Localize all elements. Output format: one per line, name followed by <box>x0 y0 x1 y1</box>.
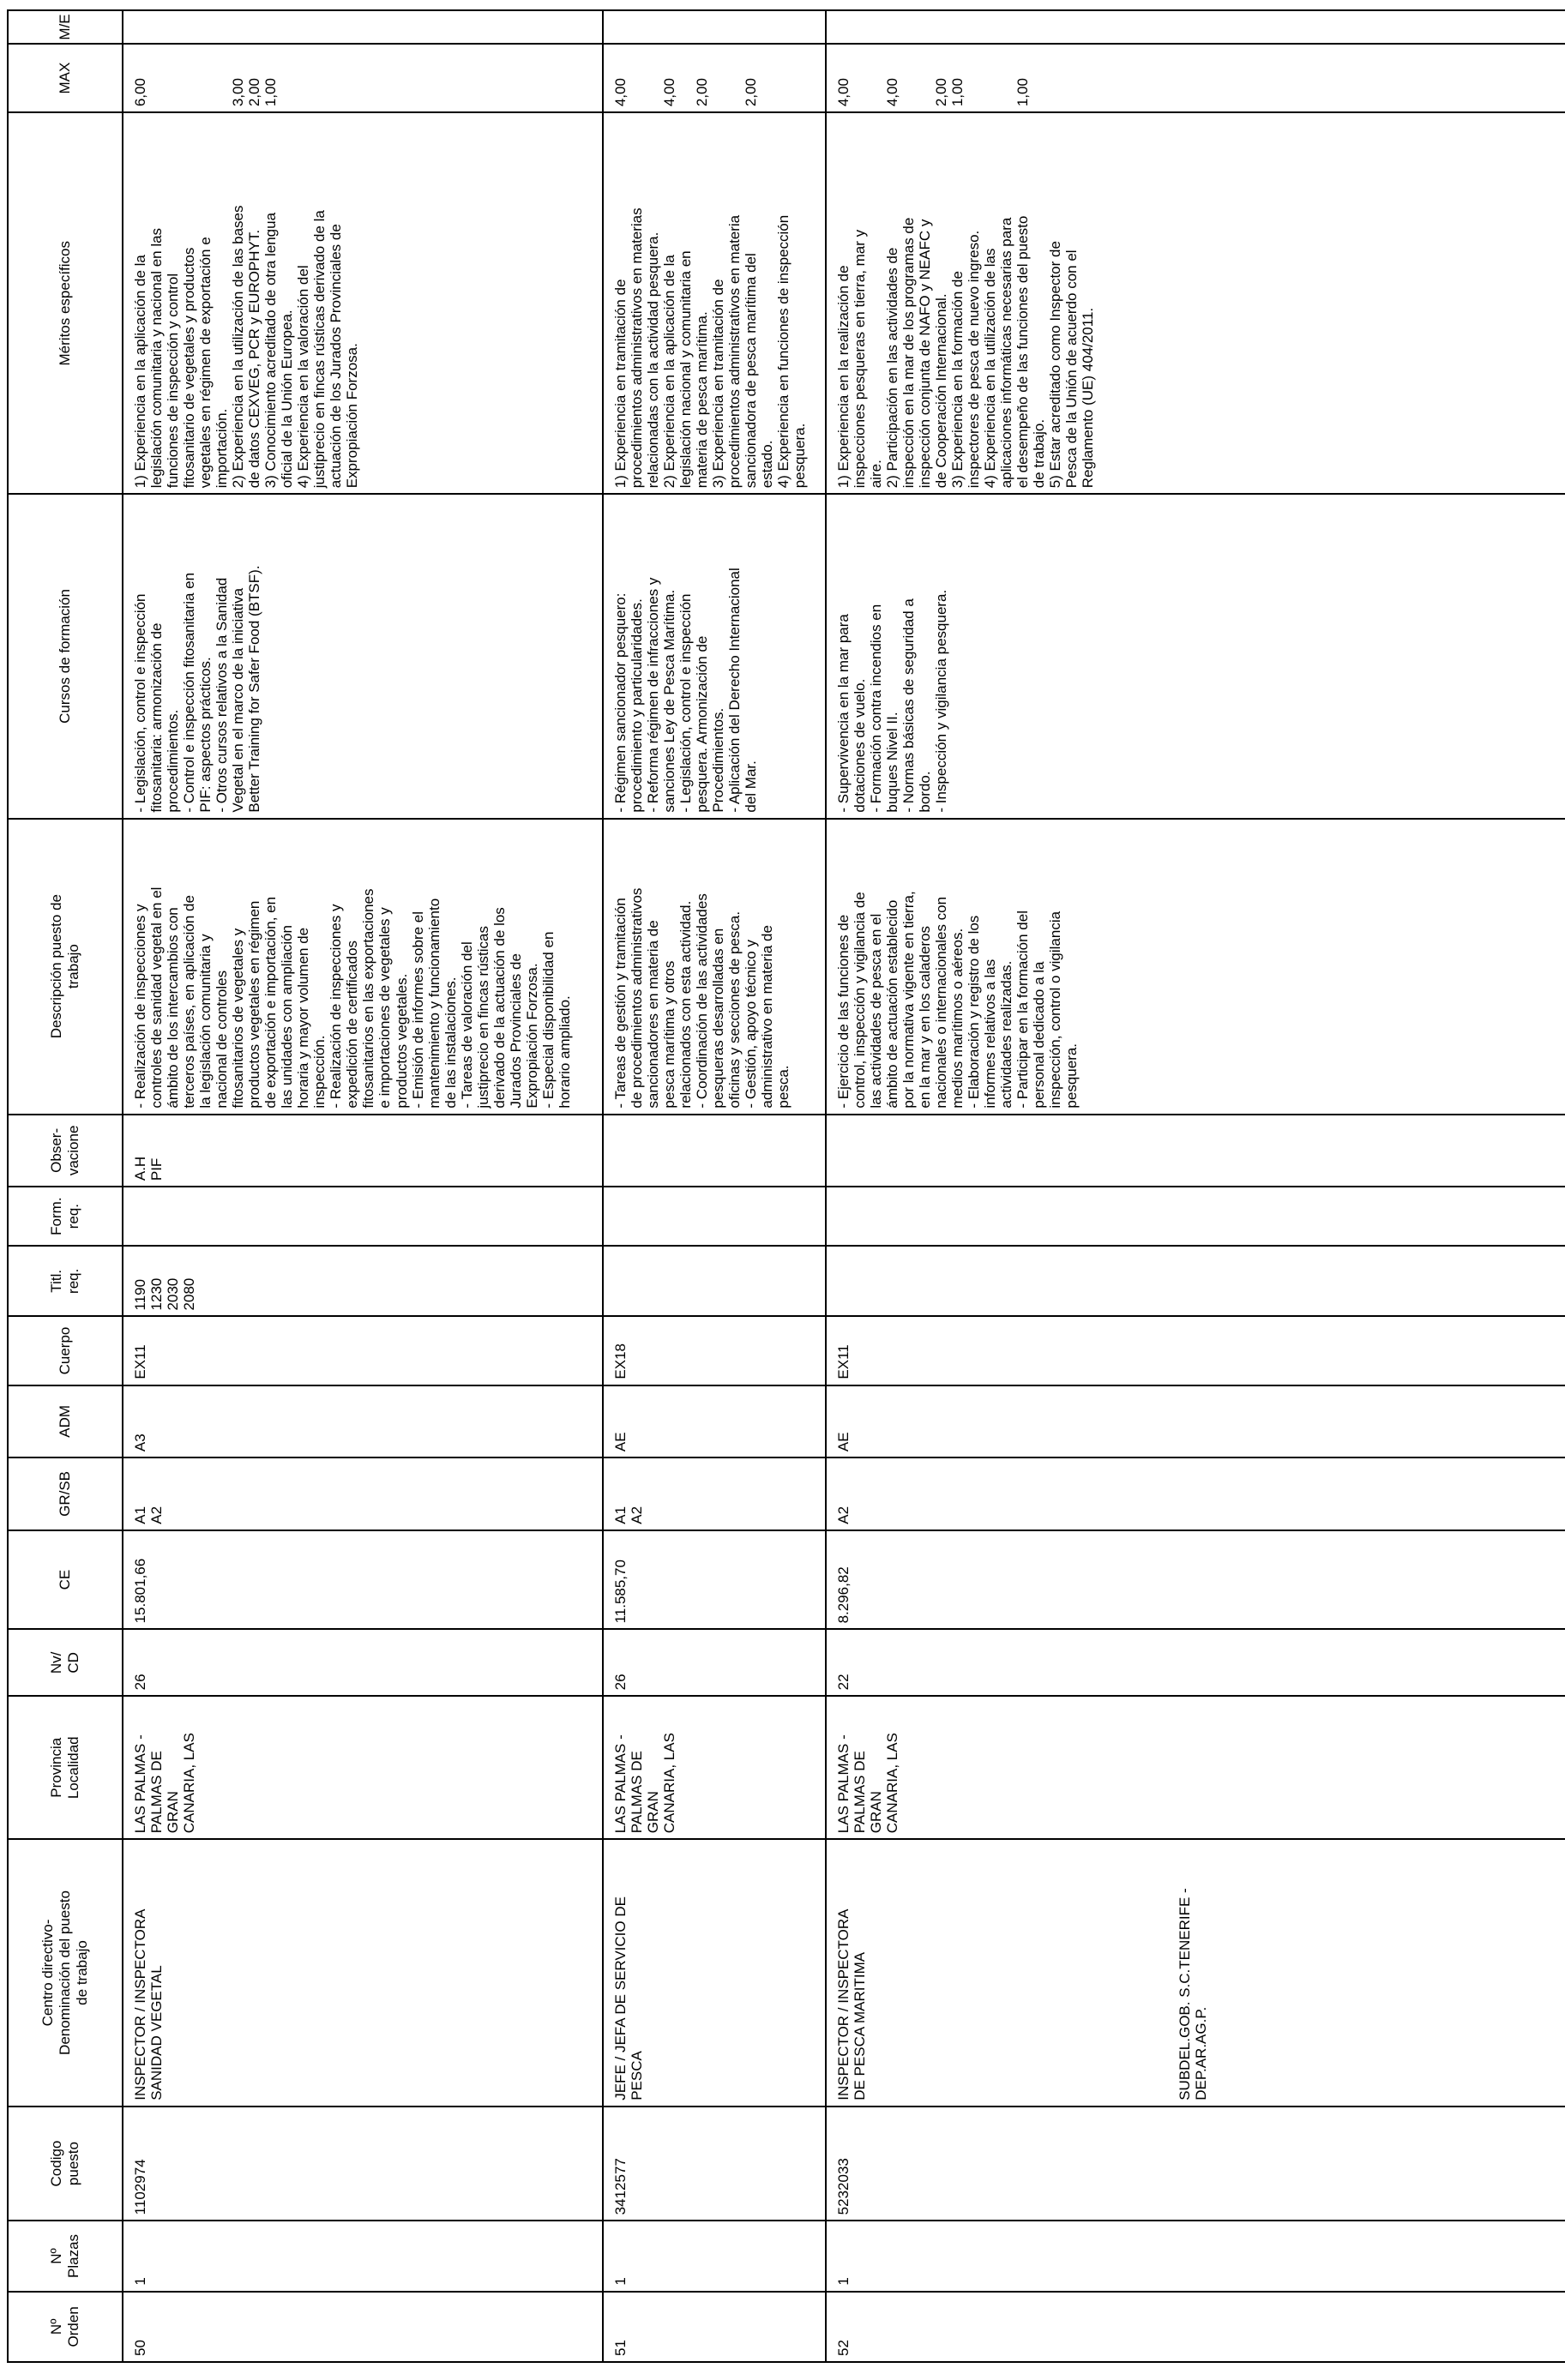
cell-provincia <box>826 1696 1565 1839</box>
descripcion-line: inspección, control o vigilancia <box>1047 911 1064 1109</box>
max-score: 4,00 <box>612 78 629 107</box>
cell-observaciones <box>603 1115 826 1187</box>
meritos-line: inspectores de pesca de nuevo ingreso. <box>966 230 983 489</box>
cuerpo-line: EX18 <box>612 1343 629 1379</box>
grupo-line: A2 <box>835 1506 852 1524</box>
meritos-line: legislación comunitaria y nacional en las <box>148 227 166 489</box>
provincia-line: PALMAS DE <box>148 1751 166 1834</box>
meritos-line: de trabajo. <box>1031 418 1048 489</box>
descripcion-line: ámbito de los intercambios con <box>165 907 182 1109</box>
centro-line: DE PESCA MARITIMA <box>852 1951 869 2101</box>
ce-line: 8.296,82 <box>835 1566 852 1624</box>
provincia-line: CANARIA, LAS <box>661 1733 678 1834</box>
provincia-line: PALMAS DE <box>629 1751 646 1834</box>
descripcion-line: nacional de controles <box>214 970 231 1109</box>
provincia-line: GRAN <box>868 1791 885 1834</box>
table-body <box>123 10 1565 2362</box>
grupo-line: A2 <box>148 1506 166 1524</box>
descripcion-line: relacionados con esta actividad. <box>677 900 695 1109</box>
table-row <box>826 10 1565 2362</box>
orden-line: 50 <box>132 2340 148 2356</box>
descripcion-line: horaria y mayor volumen de <box>295 927 312 1109</box>
cell-plazas <box>826 2221 1565 2291</box>
nivel-line: 22 <box>835 1674 852 1691</box>
cell-descripcion <box>603 819 826 1115</box>
meritos-line: 3) Experiencia en tramitación de <box>710 279 727 489</box>
cursos-line: PIF: aspectos prácticos. <box>197 657 214 813</box>
observaciones-line: PIF <box>148 1157 166 1181</box>
descripcion-line: justiprecio en fincas rústicas <box>474 925 491 1109</box>
cell-cursos <box>603 494 826 818</box>
cursos-line: - Reforma régimen de infracciones y <box>645 577 662 813</box>
cursos-line: Vegetal en el marco de la iniciativa <box>230 587 247 813</box>
meritos-line: de Cooperación Internacional. <box>933 293 950 489</box>
meritos-line: 4) Experiencia en funciones de inspección <box>775 214 792 489</box>
max-score <box>852 50 868 106</box>
cell-adm <box>123 1385 603 1458</box>
descripcion-line: medios marítimos o aéreos. <box>949 928 966 1109</box>
descripcion-line: - Realización de inspecciones y <box>132 904 148 1109</box>
centro-line: INSPECTOR / INSPECTORA <box>835 1908 852 2101</box>
cell-codigo <box>123 2107 603 2221</box>
cell-formacion <box>123 1187 603 1246</box>
descripcion-line: - Emisión de informes sobre el <box>409 911 426 1109</box>
cell-me <box>603 10 826 44</box>
max-score: 4,00 <box>835 78 852 107</box>
header-orden: Nº Orden <box>8 2292 123 2362</box>
cursos-line: Better Training for Safer Food (BTSF). <box>246 565 263 813</box>
meritos-line: 2) Experiencia en la aplicación de la <box>661 255 678 489</box>
meritos-line: actuación de los Jurados Provinciales de <box>328 224 345 489</box>
codigo-line: 5232033 <box>835 2158 852 2215</box>
meritos-line: 2) Experiencia en la utilización de las bases <box>230 205 247 489</box>
cuerpo-line: EX11 <box>132 1344 148 1379</box>
cursos-line: - Inspección y vigilancia pesquera. <box>933 589 950 813</box>
cell-provincia <box>603 1696 826 1839</box>
meritos-line: 4) Experiencia en la valoración del <box>295 265 312 489</box>
cell-cuerpo <box>123 1316 603 1385</box>
header-meritos: Méritos específicos <box>8 112 123 494</box>
descripcion-line: de procedimientos administrativos <box>629 887 646 1109</box>
meritos-line: importación. <box>214 408 231 489</box>
cell-titulacion <box>603 1246 826 1316</box>
table-row <box>603 10 826 2362</box>
adm-line: AE <box>612 1432 629 1452</box>
cell-cursos <box>826 494 1565 818</box>
cell-plazas <box>603 2221 826 2291</box>
provincia-line: CANARIA, LAS <box>884 1733 901 1834</box>
cell-observaciones <box>123 1115 603 1187</box>
descripcion-line: - Tareas de gestión y tramitación <box>612 898 629 1109</box>
cursos-line: Procedimientos. <box>710 707 727 813</box>
cursos-line: sanciones Ley de Pesca Marítima. <box>661 589 678 813</box>
table-header <box>8 10 123 2362</box>
cell-centro <box>603 1839 826 2107</box>
meritos-line: 2) Participación en las actividades de <box>884 247 901 489</box>
cell-centro <box>826 1839 1565 2107</box>
max-score: 6,00 <box>132 78 148 107</box>
cell-me <box>123 10 603 44</box>
descripcion-line: fitosanitarios en las exportaciones <box>360 888 377 1109</box>
descripcion-line: control, inspección y vigilancia de <box>852 892 869 1109</box>
placement-line: DEP.AR.AG.P. <box>1193 2006 1210 2101</box>
cursos-line: - Aplicación del Derecho Internacional <box>726 568 743 813</box>
max-score <box>900 50 917 106</box>
cell-orden <box>123 2292 603 2362</box>
cursos-line: - Normas básicas de seguridad a <box>900 598 918 813</box>
descripcion-line: las actividades de pesca en el <box>868 913 885 1109</box>
meritos-line: inspección conjunta de NAFO y NEAFC y <box>917 219 934 489</box>
descripcion-line: inspección. <box>311 1035 328 1109</box>
meritos-line: 4) Experiencia en la utilización de las <box>982 248 999 489</box>
descripcion-line: por la normativa vigente en tierra, <box>900 891 918 1109</box>
centro-line: PESCA <box>629 2051 646 2101</box>
descripcion-line: nacionales o internacionales con <box>933 896 950 1109</box>
cursos-line: - Legislación, control e inspección <box>132 593 148 813</box>
cell-ce <box>603 1530 826 1630</box>
plazas-line: 1 <box>835 2277 852 2286</box>
centro-line: INSPECTOR / INSPECTORA <box>132 1908 148 2101</box>
descripcion-line: pesca. <box>775 1065 792 1109</box>
meritos-line: aire. <box>868 460 885 489</box>
descripcion-line: de exportación e importación, en <box>262 896 280 1109</box>
header-titulacion: Titl. req. <box>8 1246 123 1316</box>
grupo-line: A2 <box>629 1506 646 1524</box>
cursos-line: fitosanitaria: armonización de <box>148 622 166 813</box>
cell-observaciones <box>826 1115 1565 1187</box>
max-score <box>998 50 1014 106</box>
cursos-line: - Supervivencia en la mar para <box>835 614 852 813</box>
job-positions-table <box>7 9 1565 2363</box>
max-score <box>197 50 214 106</box>
descripcion-line: pesquera. <box>1063 1043 1080 1109</box>
cell-nivel <box>826 1629 1565 1696</box>
meritos-line: justiprecio en fincas rústicas derivado de la <box>311 210 328 489</box>
descripcion-line: productos vegetales en régimen <box>246 900 263 1109</box>
provincia-line: GRAN <box>165 1791 182 1834</box>
descripcion-line: sancionadores en materia de <box>645 920 662 1109</box>
header-cursos: Cursos de formación <box>8 494 123 818</box>
max-score: 1,00 <box>262 78 280 107</box>
header-adm: ADM <box>8 1385 123 1458</box>
cursos-line: - Otros cursos relativos a la Sanidad <box>214 577 231 813</box>
cell-provincia <box>123 1696 603 1839</box>
cursos-line: - Régimen sancionador pesquero: <box>612 592 629 813</box>
provincia-line: LAS PALMAS - <box>132 1734 148 1834</box>
header-plazas: Nº Plazas <box>8 2221 123 2291</box>
max-score <box>181 50 197 106</box>
descripcion-line: horario ampliado. <box>556 995 573 1109</box>
cell-titulacion <box>826 1246 1565 1316</box>
orden-line: 52 <box>835 2340 852 2356</box>
cell-codigo <box>603 2107 826 2221</box>
descripcion-line: de las instalaciones. <box>442 977 459 1109</box>
meritos-line: estado. <box>759 440 776 489</box>
descripcion-line: Jurados Provinciales de <box>507 953 524 1109</box>
cell-me <box>826 10 1565 44</box>
cuerpo-line: EX11 <box>835 1344 852 1379</box>
header-max: MAX <box>8 44 123 112</box>
max-score <box>917 50 933 106</box>
cursos-line: - Control e inspección fitosanitaria en <box>181 572 198 813</box>
nivel-line: 26 <box>612 1674 629 1691</box>
meritos-line: procedimientos administrativos en materias <box>629 207 646 489</box>
provincia-line: LAS PALMAS - <box>612 1734 629 1834</box>
cell-centro <box>123 1839 603 2107</box>
header-ce: CE <box>8 1530 123 1630</box>
header-descripcion: Descripción puesto de trabajo <box>8 819 123 1115</box>
cell-cuerpo <box>603 1316 826 1385</box>
grupo-line: A1 <box>132 1506 148 1524</box>
descripcion-line: expedición de certificados <box>344 940 361 1109</box>
cursos-line: dotaciones de vuelo. <box>852 678 869 813</box>
descripcion-line: e importaciones de vegetales y <box>376 907 394 1109</box>
cell-nivel <box>123 1629 603 1696</box>
header-formacion: Form. req. <box>8 1187 123 1246</box>
orden-line: 51 <box>612 2340 629 2356</box>
descripcion-line: fitosanitarios de vegetales y <box>230 928 247 1109</box>
meritos-line: relacionadas con la actividad pesquera. <box>645 231 662 489</box>
plazas-line: 1 <box>132 2277 148 2286</box>
placement-note <box>1177 1845 1209 2101</box>
cell-meritos <box>826 112 1565 494</box>
descripcion-line: personal dedicado a la <box>1031 961 1048 1109</box>
cell-cursos <box>123 494 603 818</box>
header-grupo: GR/SB <box>8 1457 123 1530</box>
cell-codigo <box>826 2107 1565 2221</box>
max-score: 2,00 <box>246 78 263 107</box>
descripcion-line: actividades realizadas. <box>998 960 1015 1109</box>
cell-formacion <box>603 1187 826 1246</box>
descripcion-line: - Ejercicio de las funciones de <box>835 914 852 1109</box>
descripcion-line: - Tareas de valoración del <box>458 941 475 1109</box>
max-score <box>726 50 743 106</box>
descripcion-line: - Elaboración y registro de los <box>966 915 983 1109</box>
centro-line: SANIDAD VEGETAL <box>148 1965 166 2101</box>
cursos-line: bordo. <box>917 771 934 813</box>
descripcion-line: - Realización de inspecciones y <box>328 904 345 1109</box>
cell-orden <box>603 2292 826 2362</box>
descripcion-line: derivado de la actuación de los <box>491 907 508 1109</box>
cell-meritos <box>603 112 826 494</box>
max-score <box>165 50 181 106</box>
meritos-line: legislación nacional y comunitaria en <box>677 250 695 489</box>
header-provincia: Provincia Localidad <box>8 1696 123 1839</box>
centro-line: JEFE / JEFA DE SERVICIO DE <box>612 1896 629 2101</box>
max-score: 2,00 <box>743 78 760 107</box>
descripcion-line: administrativo en materia de <box>759 925 776 1109</box>
cell-nivel <box>603 1629 826 1696</box>
titulacion-line: 2030 <box>165 1277 182 1311</box>
max-score <box>966 50 982 106</box>
cell-ce <box>123 1530 603 1630</box>
titulacion-line: 1230 <box>148 1277 166 1311</box>
plazas-line: 1 <box>612 2277 629 2286</box>
descripcion-line: en la mar y en los caladeros <box>917 925 934 1109</box>
table-row <box>123 10 603 2362</box>
cell-plazas <box>123 2221 603 2291</box>
meritos-line: materia de pesca marítima. <box>694 311 711 489</box>
adm-line: A3 <box>132 1433 148 1452</box>
provincia-line: CANARIA, LAS <box>181 1733 198 1834</box>
meritos-line: Reglamento (UE) 404/2011. <box>1080 307 1097 489</box>
cell-ce <box>826 1530 1565 1630</box>
max-score: 1,00 <box>949 78 966 107</box>
max-score <box>148 50 165 106</box>
meritos-line: funciones de inspección y control <box>165 273 182 489</box>
max-score: 4,00 <box>884 78 901 107</box>
meritos-line: aplicaciones informáticas necesarias para <box>998 217 1015 489</box>
cell-grupo <box>826 1457 1565 1530</box>
cell-grupo <box>603 1457 826 1530</box>
meritos-line: el desempeño de las funciones del puesto <box>1014 215 1032 489</box>
descripcion-line: la legislación comunitaria y <box>197 934 214 1109</box>
observaciones-line: A.H <box>132 1156 148 1181</box>
meritos-line: Pesca de la Unión de acuerdo con el <box>1063 249 1080 489</box>
meritos-line: 1) Experiencia en la aplicación de la <box>132 255 148 489</box>
meritos-line: vegetales en régimen de exportación e <box>197 237 214 489</box>
descripcion-line: informes relativos a las <box>982 959 999 1109</box>
max-score: 4,00 <box>661 78 678 107</box>
max-score <box>982 50 998 106</box>
cell-orden <box>826 2292 1565 2362</box>
meritos-line: inspecciones pesqueras en tierra, mar y <box>852 229 869 489</box>
max-score: 2,00 <box>933 78 950 107</box>
cursos-line: - Legislación, control e inspección <box>677 593 695 813</box>
header-centro: Centro directivo- Denominación del puesto de trabajo <box>8 1839 123 2107</box>
cell-adm <box>603 1385 826 1458</box>
ce-line: 11.585,70 <box>612 1560 629 1624</box>
ce-line: 15.801,66 <box>132 1558 148 1624</box>
descripcion-line: oficinas y secciones de pesca. <box>726 911 743 1109</box>
cell-max <box>123 44 603 112</box>
meritos-line: inspección en la mar de los programas de <box>900 217 918 489</box>
descripcion-line: productos vegetales. <box>393 973 410 1109</box>
max-score <box>645 50 661 106</box>
descripcion-line: - Participar en la formación del <box>1014 911 1032 1109</box>
cursos-line: del Mar. <box>743 760 760 813</box>
meritos-line: procedimientos administrativos en materia <box>726 214 743 489</box>
meritos-line: fitosanitario de vegetales y productos <box>181 247 198 489</box>
descripcion-line: mantenimiento y funcionamiento <box>425 898 442 1109</box>
descripcion-line: - Coordinación de las actividades <box>694 893 711 1109</box>
cell-adm <box>826 1385 1565 1458</box>
codigo-line: 1102974 <box>132 2159 148 2215</box>
max-score <box>214 50 230 106</box>
header-observaciones: Obser- vacione <box>8 1115 123 1187</box>
provincia-line: GRAN <box>645 1791 662 1834</box>
meritos-line: pesquera. <box>792 423 809 489</box>
meritos-line: de datos CEXVEG, PCR y EUROPHYT. <box>246 229 263 489</box>
provincia-line: LAS PALMAS - <box>835 1734 852 1834</box>
descripcion-line: ámbito de actuación establecido <box>884 899 901 1109</box>
max-score <box>710 50 726 106</box>
descripcion-line: pesca marítima y otros <box>661 960 678 1109</box>
titulacion-line: 2080 <box>181 1277 198 1311</box>
titulacion-line: 1190 <box>132 1278 148 1311</box>
meritos-line: 3) Conocimiento acreditado de otra lengua <box>262 212 280 489</box>
descripcion-line: - Especial disponibilidad en <box>539 931 557 1109</box>
meritos-line: Expropiación Forzosa. <box>344 343 361 489</box>
grupo-line: A1 <box>612 1506 629 1524</box>
nivel-line: 26 <box>132 1674 148 1691</box>
meritos-line: 1) Experiencia en tramitación de <box>612 279 629 489</box>
cell-max <box>603 44 826 112</box>
placement-line: SUBDEL.GOB. S.C.TENERIFE - <box>1177 1888 1194 2101</box>
codigo-line: 3412577 <box>612 2158 629 2215</box>
descripcion-line: controles de sanidad vegetal en el <box>148 886 166 1109</box>
max-score: 3,00 <box>230 78 247 107</box>
cursos-line: - Formación contra incendios en <box>868 604 885 813</box>
cell-titulacion <box>123 1246 603 1316</box>
cursos-line: pesquera. Armonización de <box>694 635 711 813</box>
cursos-line: buques Nivel II. <box>884 712 901 813</box>
meritos-line: sancionadora de pesca marítima del <box>743 253 760 489</box>
meritos-line: 3) Experiencia en la formación de <box>949 271 966 489</box>
descripcion-line: las unidades con ampliación <box>279 924 296 1109</box>
descripcion-line: - Gestión, apoyo técnico y <box>743 940 760 1109</box>
cell-cuerpo <box>826 1316 1565 1385</box>
max-score <box>868 50 884 106</box>
max-score <box>629 50 645 106</box>
header-me: M/E <box>8 10 123 44</box>
cell-descripcion <box>826 819 1565 1115</box>
cell-descripcion <box>123 819 603 1115</box>
max-score: 1,00 <box>1014 78 1032 107</box>
descripcion-line: pesqueras desarrolladas en <box>710 928 727 1109</box>
cell-formacion <box>826 1187 1565 1246</box>
meritos-line: oficial de la Unión Europea. <box>279 310 296 489</box>
cursos-line: procedimientos. <box>165 709 182 813</box>
cell-grupo <box>123 1457 603 1530</box>
meritos-line: 1) Experiencia en la realización de <box>835 265 852 489</box>
cell-max <box>826 44 1565 112</box>
header-nivel: Nv/ CD <box>8 1629 123 1696</box>
provincia-line: PALMAS DE <box>852 1751 869 1834</box>
header-codigo: Codigo puesto <box>8 2107 123 2221</box>
max-score <box>677 50 694 106</box>
descripcion-line: Expropiación Forzosa. <box>523 963 540 1109</box>
max-score: 2,00 <box>694 78 711 107</box>
cell-meritos <box>123 112 603 494</box>
meritos-line: 5) Estar acreditado como Inspector de <box>1047 241 1064 489</box>
header-cuerpo: Cuerpo <box>8 1316 123 1385</box>
adm-line: AE <box>835 1432 852 1452</box>
descripcion-line: terceros países, en aplicación de <box>181 895 198 1109</box>
cursos-line: procedimiento y particularidades. <box>629 598 646 813</box>
